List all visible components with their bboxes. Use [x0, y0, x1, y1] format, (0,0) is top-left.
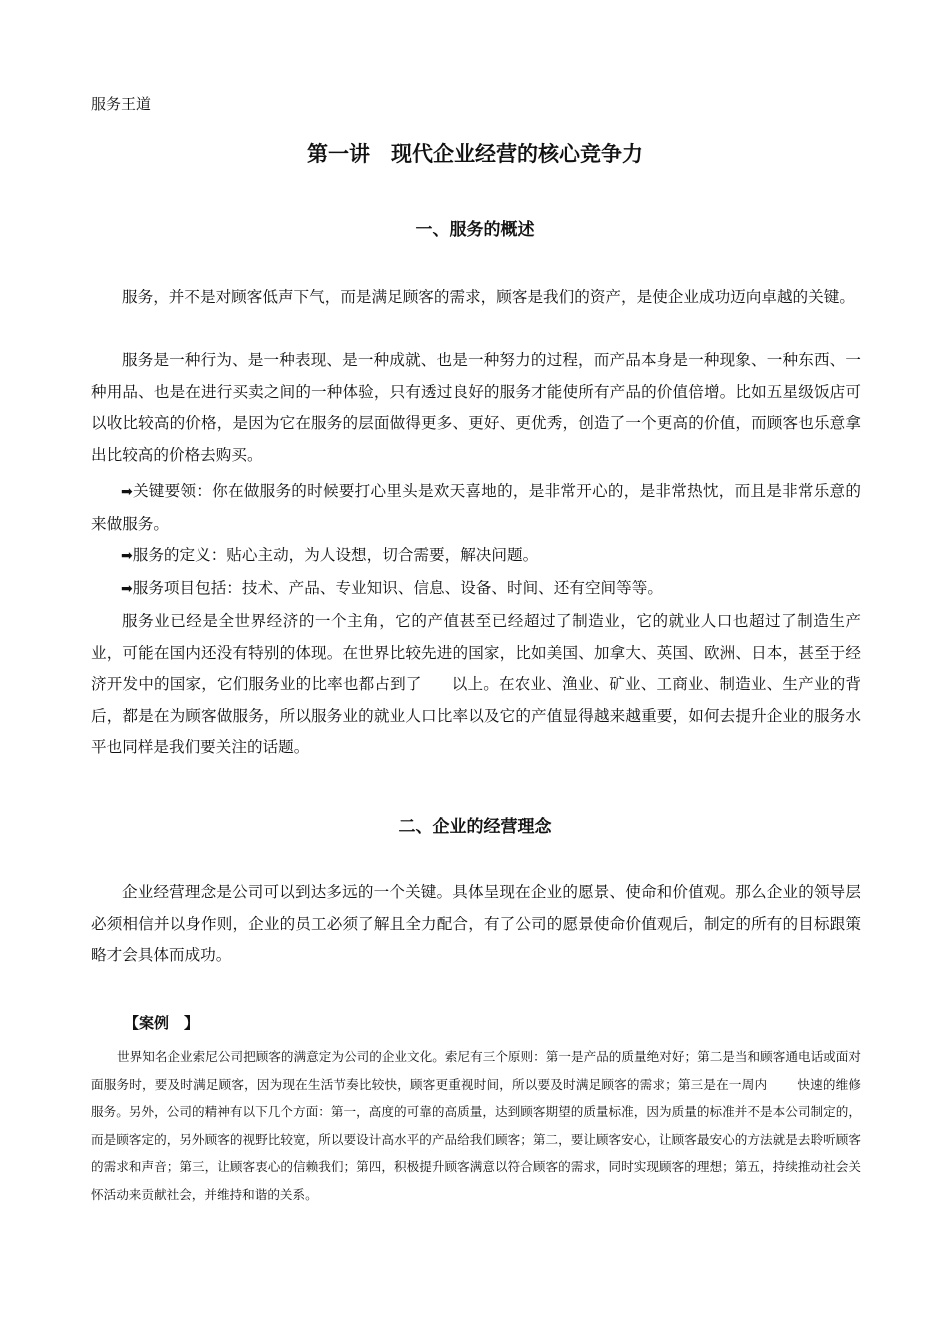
bullet-definition	[91, 540, 861, 573]
case-text: 快速的维修服务。另外，公司的精神有以下几个方面：第一，高度的可靠的高质量，达到顾客期望的质量标准，因为质量的标准并不是本公司制定的，而是顾客定的，另外顾客的视野比较宽，所以要设计高水平的产品给我们顾客；第二，要让顾客安心，让顾客最安心的方法就是去聆听顾客的需求和声音；第三，让顾客衷心的信赖我们；第四，积极提升顾客满意以符合顾客的需求，同时实现顾客的理想；第五，持续推动社会关怀活动来贡献社会，并维持和谐的关系。	[91, 1076, 862, 1202]
paragraph-service-behavior	[91, 345, 861, 471]
case-label: 【案例 】	[124, 1014, 200, 1032]
section-heading-overview: 一、服务的概述	[415, 220, 535, 240]
paragraph-business-philosophy	[91, 877, 861, 972]
bullet-service-items	[91, 573, 861, 606]
case-text: 世界知名企业索尼公司把顾客的满意定为公司的企业文化。索尼有三个原则：第一是产品的质量绝对好；第二是当和顾客通电话或面对面服务时，要及时满足顾客，因为现在生活节奏比较快，顾客更重视时间，所以要及时满足顾客的需求；第三是在一周内	[91, 1049, 861, 1092]
bullet-text: 关键要领：你在做服务的时候要打心里头是欢天喜地的，是非常开心的，是非常热忱，而且是非常乐意的来做服务。	[91, 482, 861, 533]
paragraph-service-definition	[91, 282, 861, 314]
bullet-text: 服务的定义：贴心主动，为人设想，切合需要，解决问题。	[132, 546, 539, 564]
case-study-text	[91, 1043, 861, 1209]
document-header: 服务王道	[91, 95, 152, 113]
paragraph-text: 服务业已经是全世界经济的一个主角，它的产值甚至已经超过了制造业，它的就业人口也超过了制造生产业，可能在国内还没有特别的体现。在世界比较先进的国家，比如美国、加拿大、英国、欧洲、日本，甚至于经济开发中的国家，它们服务业的比率也都占到了	[91, 612, 861, 693]
arrow-bullet-icon: ➡	[121, 581, 133, 597]
paragraph-text: 服务，并不是对顾客低声下气，而是满足顾客的需求，顾客是我们的资产，是使企业成功迈向卓越的关键。	[122, 288, 855, 306]
page-title: 第一讲 现代企业经营的核心竞争力	[307, 142, 643, 166]
paragraph-service-industry	[91, 606, 861, 764]
paragraph-text: 以上。在农业、渔业、矿业、工商业、制造业、生产业的背后，都是在为顾客做服务，所以服务业的就业人口比率以及它的产值显得越来越重要，如何去提升企业的服务水平也同样是我们要关注的话题。	[91, 675, 861, 756]
section-heading-philosophy: 二、企业的经营理念	[398, 817, 552, 837]
bullet-key-points	[91, 476, 861, 540]
arrow-bullet-icon: ➡	[121, 484, 133, 500]
arrow-bullet-icon: ➡	[121, 548, 133, 564]
bullet-text: 服务项目包括：技术、产品、专业知识、信息、设备、时间、还有空间等等。	[132, 579, 663, 597]
paragraph-text: 企业经营理念是公司可以到达多远的一个关键。具体呈现在企业的愿景、使命和价值观。那么企业的领导层必须相信并以身作则，企业的员工必须了解且全力配合，有了公司的愿景使命价值观后，制定的所有的目标跟策略才会具体而成功。	[91, 883, 861, 964]
paragraph-text: 服务是一种行为、是一种表现、是一种成就、也是一种努力的过程，而产品本身是一种现象、一种东西、一种用品、也是在进行买卖之间的一种体验，只有透过良好的服务才能使所有产品的价值倍增。比如五星级饭店可以收比较高的价格，是因为它在服务的层面做得更多、更好、更优秀，创造了一个更高的价值，而顾客也乐意拿出比较高的价格去购买。	[91, 351, 861, 464]
